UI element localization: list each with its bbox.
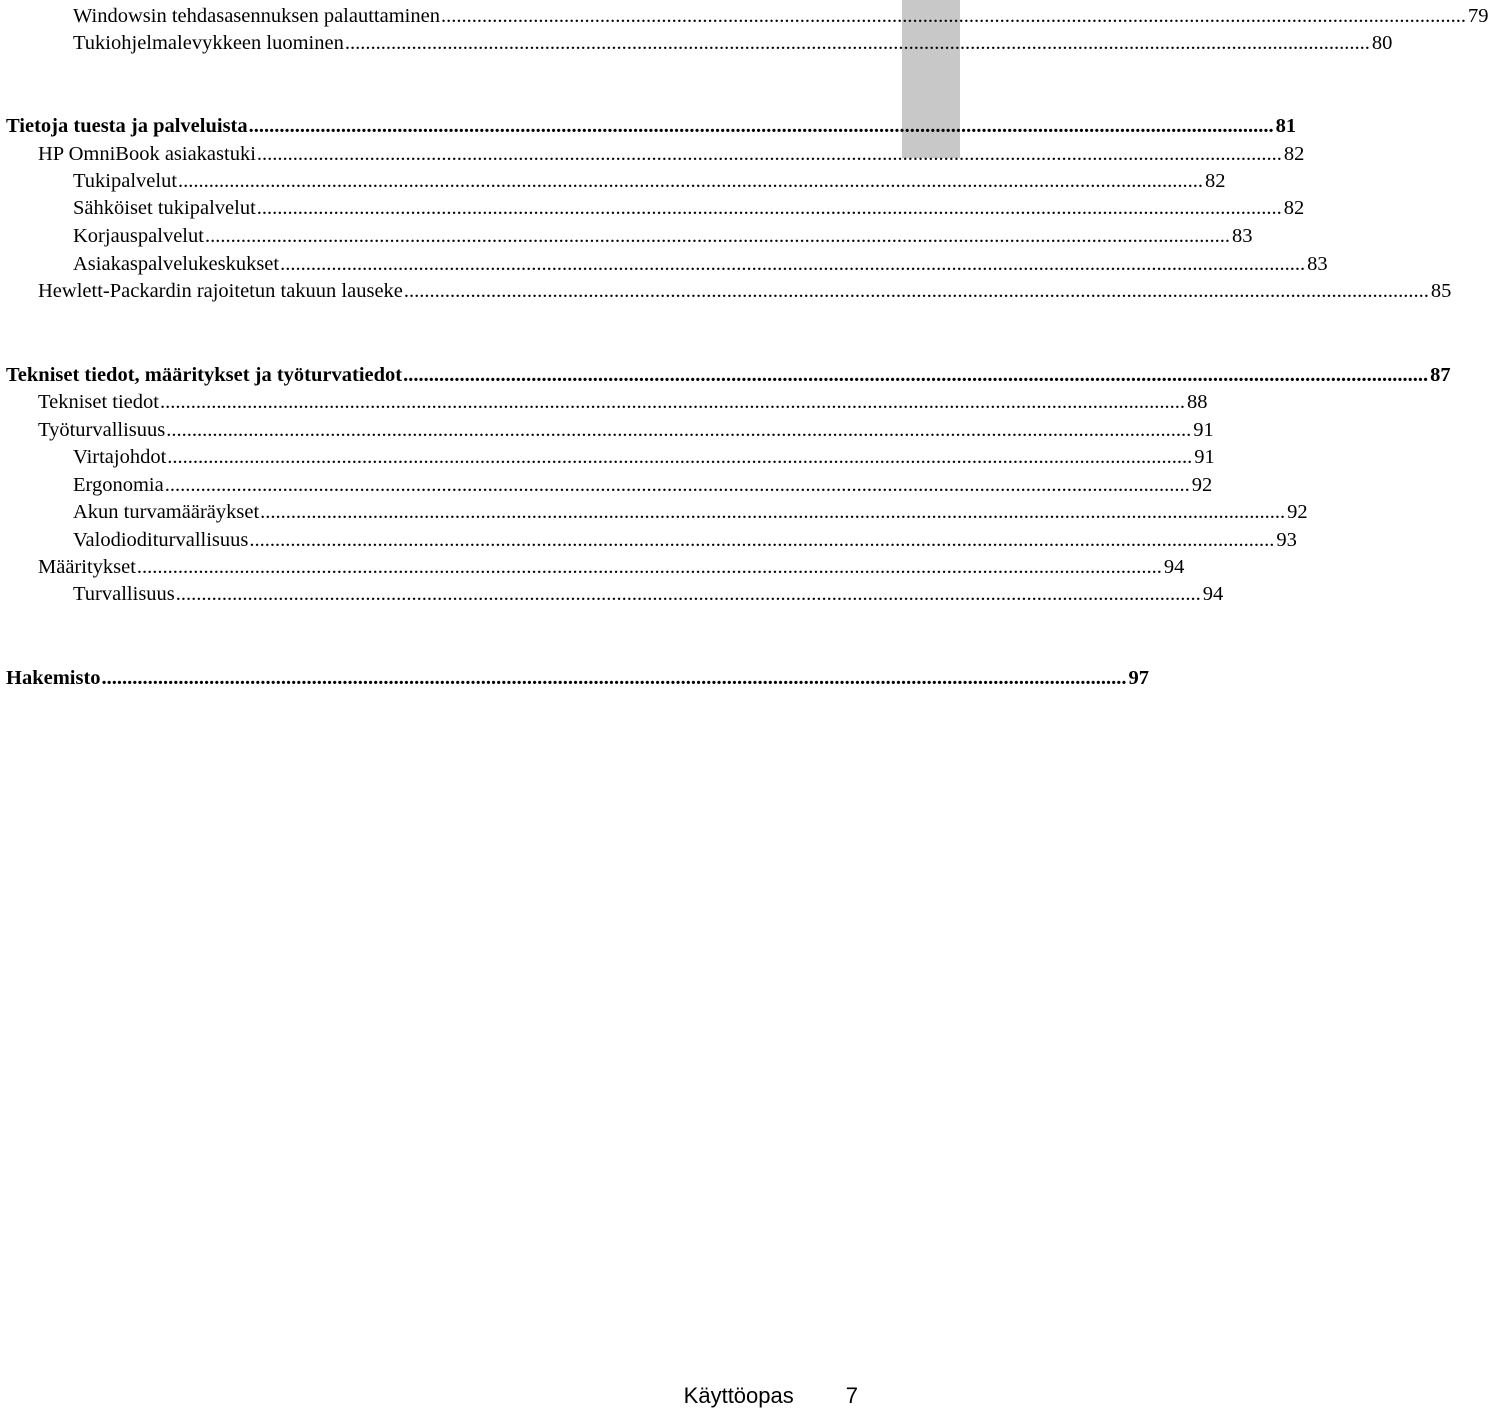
toc-entry-title: Hewlett-Packardin rajoitetun takuun lauseke — [38, 280, 403, 302]
toc-leader-dots: ........................................................................................................................................................................................................ — [344, 32, 1370, 54]
toc-leader-dots: ........................................................................................................................................................................................................ — [175, 583, 1201, 605]
toc-entry-title: Asiakaspalvelukeskukset — [73, 253, 280, 275]
toc-entry-title: Määritykset — [38, 556, 136, 578]
toc-leader-dots: ........................................................................................................................................................................................................ — [403, 364, 1429, 386]
toc-leader-dots: ........................................................................................................................................................................................................ — [248, 115, 1274, 137]
toc-entry-title: Tietoja tuesta ja palveluista — [6, 115, 248, 137]
page-footer — [0, 1382, 858, 1410]
toc-entry-page: 87 — [1430, 364, 1451, 386]
toc-entry-title: Ergonomia — [73, 474, 164, 496]
toc-entry-title: Sähköiset tukipalvelut — [73, 197, 256, 219]
toc-entry-title: Virtajohdot — [73, 446, 167, 468]
toc-entry-title: Tekniset tiedot — [38, 391, 159, 413]
toc-chapter-entry[interactable] — [0, 665, 1150, 692]
toc-entry-page: 94 — [1163, 556, 1185, 578]
toc-leader-dots: ........................................................................................................................................................................................................ — [164, 474, 1190, 496]
toc-leader-dots: ........................................................................................................................................................................................................ — [280, 253, 1306, 275]
toc-leader-dots: ........................................................................................................................................................................................................ — [256, 143, 1282, 165]
toc-leader-dots: ........................................................................................................................................................................................................ — [136, 556, 1162, 578]
toc-entry-page: 97 — [1128, 667, 1150, 689]
toc-entry-title: Valodioditurvallisuus — [73, 529, 249, 551]
toc-entry-title: Tukiohjelmalevykkeen luominen — [73, 32, 344, 54]
toc-entry-page: 85 — [1430, 280, 1452, 302]
toc-leader-dots: ........................................................................................................................................................................................................ — [166, 419, 1192, 441]
toc-entry-page: 83 — [1307, 253, 1328, 275]
toc-chapter-entry[interactable] — [0, 113, 1297, 140]
toc-entry[interactable] — [0, 581, 1224, 608]
toc-entry[interactable] — [0, 444, 1215, 471]
footer-document-title: Käyttöopas — [683, 1383, 794, 1408]
toc-leader-dots: ........................................................................................................................................................................................................ — [101, 667, 1127, 689]
toc-entry[interactable] — [0, 195, 1305, 222]
toc-entry[interactable] — [0, 389, 1208, 416]
toc-entry-page: 82 — [1283, 143, 1305, 165]
toc-entry-page: 82 — [1283, 197, 1305, 219]
toc-entry[interactable] — [0, 30, 1393, 57]
toc-entry-page: 94 — [1202, 583, 1224, 605]
toc-entry[interactable] — [0, 527, 1297, 554]
toc-entry-title: Työturvallisuus — [38, 419, 166, 441]
toc-entry-page: 83 — [1231, 225, 1253, 247]
toc-leader-dots: ........................................................................................................................................................................................................ — [256, 197, 1282, 219]
toc-entry[interactable] — [0, 472, 1213, 499]
toc-leader-dots: ........................................................................................................................................................................................................ — [167, 446, 1193, 468]
toc-entry-page: 91 — [1193, 419, 1214, 441]
toc-leader-dots: ........................................................................................................................................................................................................ — [260, 501, 1286, 523]
toc-entry-title: HP OmniBook asiakastuki — [38, 143, 256, 165]
toc-entry[interactable] — [0, 168, 1226, 195]
toc-entry-page: 88 — [1186, 391, 1208, 413]
toc-leader-dots: ........................................................................................................................................................................................................ — [204, 225, 1230, 247]
toc-leader-dots: ........................................................................................................................................................................................................ — [249, 529, 1275, 551]
toc-entry-page: 92 — [1191, 474, 1213, 496]
toc-entry[interactable] — [0, 554, 1185, 581]
toc-leader-dots: ........................................................................................................................................................................................................ — [159, 391, 1185, 413]
toc-entry-page: 80 — [1371, 32, 1393, 54]
toc-entry-title: Akun turvamääräykset — [73, 501, 260, 523]
toc-entry-page: 91 — [1194, 446, 1215, 468]
toc-leader-dots: ........................................................................................................................................................................................................ — [178, 170, 1204, 192]
toc-leader-dots: ........................................................................................................................................................................................................ — [403, 280, 1429, 302]
toc-entry-title: Hakemisto — [6, 667, 101, 689]
toc-entry-page: 93 — [1276, 529, 1297, 551]
toc-entry[interactable] — [0, 3, 1488, 30]
footer-page-number: 7 — [845, 1383, 858, 1408]
toc-entry-title: Tukipalvelut — [73, 170, 178, 192]
toc-chapter-entry[interactable] — [0, 362, 1451, 389]
toc-entry[interactable] — [0, 417, 1214, 444]
toc-entry-page: 81 — [1275, 115, 1297, 137]
toc-leader-dots: ........................................................................................................................................................................................................ — [440, 5, 1466, 27]
toc-entry-title: Korjauspalvelut — [73, 225, 204, 247]
toc-entry-page: 92 — [1287, 501, 1308, 523]
toc-entry-page: 79 — [1467, 5, 1488, 27]
toc-entry[interactable] — [0, 251, 1328, 278]
toc-entry[interactable] — [0, 499, 1308, 526]
toc-entry[interactable] — [0, 141, 1305, 168]
toc-entry-title: Tekniset tiedot, määritykset ja työturvatiedot — [6, 364, 403, 386]
toc-entry[interactable] — [0, 223, 1253, 250]
toc-entry-title: Windowsin tehdasasennuksen palauttaminen — [73, 5, 440, 27]
toc-entry-title: Turvallisuus — [73, 583, 175, 605]
toc-entry[interactable] — [0, 278, 1452, 305]
toc-entry-page: 82 — [1205, 170, 1226, 192]
